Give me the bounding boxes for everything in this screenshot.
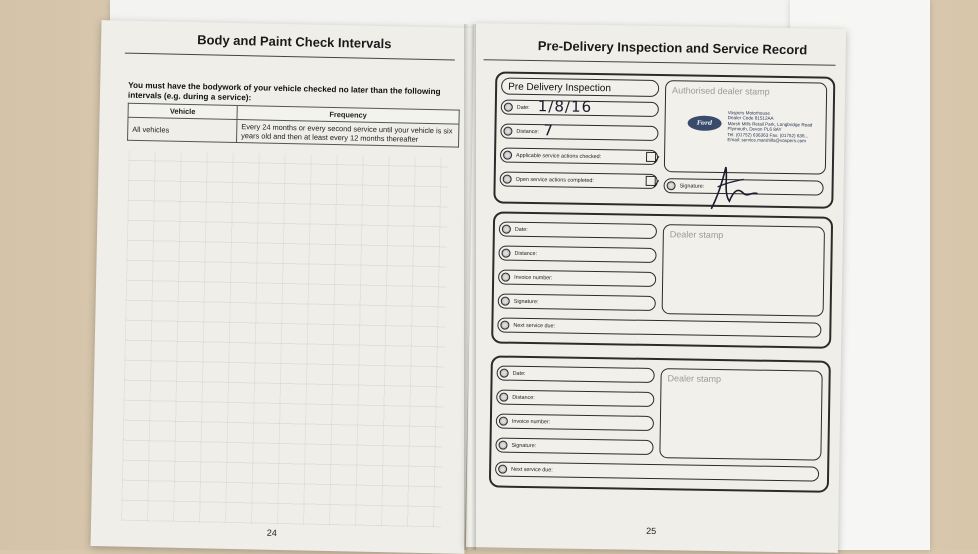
pdi-date-field[interactable]: [501, 97, 659, 117]
bullet-icon: [502, 225, 511, 234]
bullet-icon: [499, 417, 508, 426]
handwritten-distance: 7: [543, 121, 555, 140]
field-label: Invoice number:: [511, 418, 551, 426]
ford-logo-icon: Ford: [687, 115, 721, 131]
dealer-stamp-box: [659, 368, 822, 461]
pdi-distance-field[interactable]: [500, 121, 658, 141]
service1-date-field[interactable]: [499, 222, 657, 239]
cell-vehicle: All vehicles: [128, 117, 237, 142]
dealer-line: Email: service.marshills@vospers.com: [727, 137, 807, 144]
field-label: Signature:: [513, 298, 539, 306]
bullet-icon: [501, 273, 510, 282]
service2-invoice-field[interactable]: [496, 414, 654, 431]
field-label: Date:: [512, 370, 526, 377]
field-label: Distance:: [512, 394, 535, 402]
bullet-icon: [503, 175, 512, 184]
stamp-label: Authorised dealer stamp: [672, 85, 770, 97]
dealer-stamp-text: [727, 110, 812, 144]
title-rule: [125, 53, 455, 61]
dealer-stamp-box: [662, 224, 825, 317]
field-label: Next service due:: [513, 322, 556, 330]
pdi-service-checked-field[interactable]: [500, 148, 658, 165]
right-page: [466, 23, 846, 553]
dealer-line: Marsh Mills Retail Park, Longbridge Road: [727, 120, 813, 128]
pdi-heading: Pre Delivery Inspection: [501, 78, 659, 97]
bullet-icon: [499, 393, 508, 402]
bullet-icon: [503, 151, 512, 160]
page-title: Pre-Delivery Inspection and Service Record: [537, 38, 808, 58]
bullet-icon: [501, 249, 510, 258]
service-checked-checkbox[interactable]: [646, 152, 656, 162]
field-label: Signature:: [511, 442, 537, 450]
field-label: Date:: [514, 226, 528, 233]
bullet-icon: [498, 441, 507, 450]
stamp-label: Dealer stamp: [667, 373, 722, 385]
service-booklet: [96, 18, 936, 550]
title-rule: [484, 59, 836, 66]
field-label: Invoice number:: [514, 274, 553, 282]
header-vehicle: Vehicle: [128, 103, 237, 119]
bullet-icon: [501, 297, 510, 306]
field-label: Open service actions completed:: [515, 176, 594, 185]
field-label: Distance:: [516, 128, 539, 136]
page-number: 25: [646, 525, 657, 537]
bullet-icon: [500, 321, 509, 330]
bullet-icon: [498, 465, 507, 474]
service2-signature-field[interactable]: [495, 437, 653, 454]
service2-date-field[interactable]: [497, 366, 655, 383]
intro-text: You must have the bodywork of your vehicle checked no later than the following intervals (e.g. during a service):: [127, 80, 441, 103]
field-label: Applicable service actions checked:: [516, 152, 602, 161]
open-actions-checkbox[interactable]: [646, 176, 656, 186]
handwritten-signature: [703, 157, 764, 218]
bullet-icon: [503, 127, 512, 136]
service1-distance-field[interactable]: [498, 246, 656, 263]
header-frequency: Frequency: [237, 106, 459, 125]
stamp-label: Dealer stamp: [669, 229, 724, 241]
show-through-grid: [121, 151, 449, 528]
dealer-line: Tel: (01752) 636363 Fax: (01752) 636...: [727, 131, 809, 138]
booklet-spine: [464, 24, 476, 550]
dealer-line: Dealer Code 81512AA: [727, 115, 774, 122]
page-number: 24: [266, 527, 277, 538]
intervals-table: [127, 103, 460, 148]
dealer-line: Plymouth, Devon PL6 8AY: [727, 126, 782, 133]
bullet-icon: [667, 181, 676, 190]
field-label: Signature:: [679, 183, 705, 190]
pdi-open-actions-field[interactable]: [500, 172, 658, 189]
bullet-icon: [500, 369, 509, 378]
dealer-line: Vospers Motorhouse: [727, 110, 770, 116]
page-title: Body and Paint Check Intervals: [197, 32, 392, 52]
field-label: Next service due:: [511, 466, 553, 474]
service1-signature-field[interactable]: [498, 294, 656, 311]
left-page: [91, 20, 476, 554]
handwritten-date: 1/8/16: [537, 97, 593, 116]
service2-distance-field[interactable]: [496, 390, 654, 407]
bullet-icon: [504, 103, 513, 112]
cell-frequency: Every 24 months or every second service until your vehicle is six years old and then at least every 12 months thereafter: [237, 119, 459, 147]
service1-invoice-field[interactable]: [498, 270, 656, 287]
field-label: Date:: [516, 104, 530, 111]
field-label: Distance:: [514, 250, 538, 258]
